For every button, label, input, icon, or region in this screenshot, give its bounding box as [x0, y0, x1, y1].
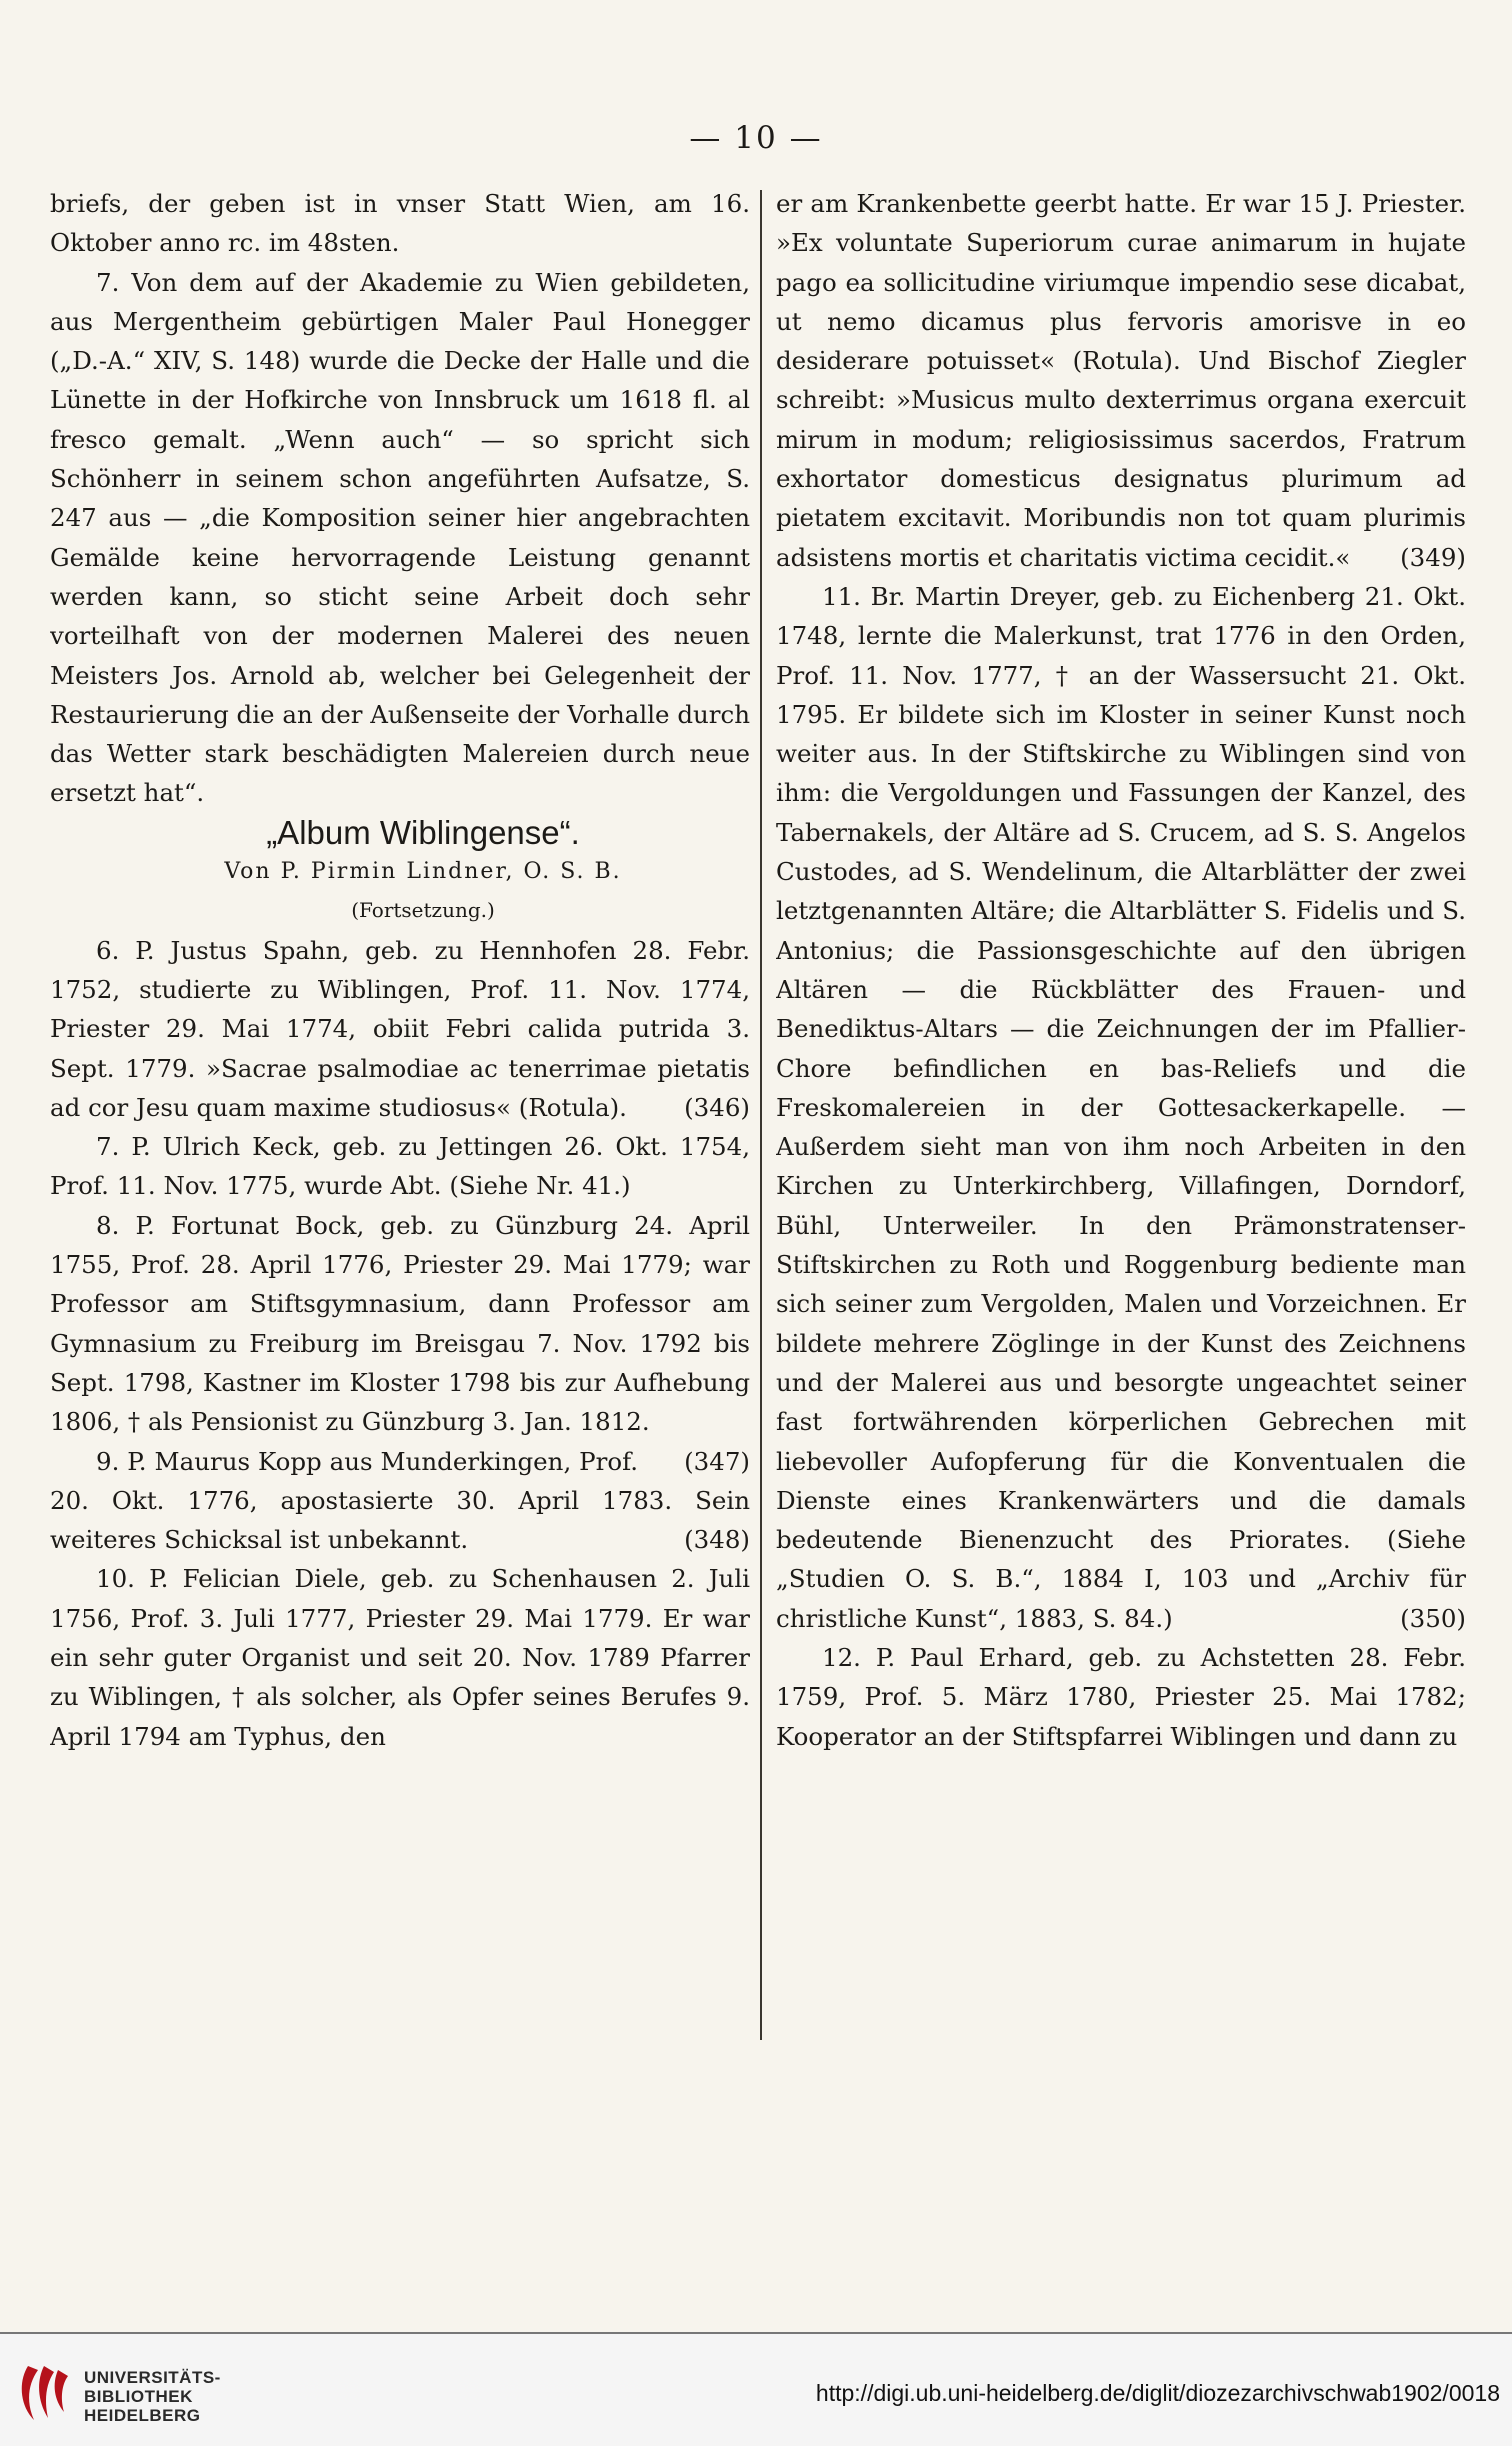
- entry-text: 7. P. Ulrich Keck, geb. zu Jettingen 26. Okt. 1754, Prof. 11. Nov. 1775, wurde Abt. (Siehe Nr. 41.): [50, 1132, 750, 1201]
- library-logo-text: [84, 2368, 221, 2425]
- entry-number: (346): [684, 1092, 750, 1122]
- entry: [50, 1206, 750, 1476]
- left-column: [50, 184, 750, 2064]
- entry: [50, 931, 750, 1127]
- entry-text: 6. P. Justus Spahn, geb. zu Hennhofen 28. Febr. 1752, studierte zu Wiblingen, Prof. 11. Nov. 1774, Priester 29. Mai 1774, obiit Febri calida putrida 3. Sept. 1779. »Sacrae psalmodiae ac tenerrimae pietatis ad cor Jesu quam maxime studiosus« (Rotula).: [50, 935, 750, 1122]
- entry-text: 10. P. Felician Diele, geb. zu Schenhausen 2. Juli 1756, Prof. 3. Juli 1777, Priester 29. Mai 1779. Er war ein sehr guter Organist und seit 20. Nov. 1789 Pfarrer zu Wiblingen, † als solcher, als Opfer seines Berufes 9. April 1794 am Typhus, den: [50, 1564, 750, 1751]
- library-logo-icon: [14, 2362, 70, 2424]
- paragraph-text: er am Krankenbette geerbt hatte. Er war 15 J. Priester. »Ex voluntate Superiorum curae animarum in hujate pago ea sollicitudine viriumque impendio sese dicabat, ut nemo dicamus plus fervoris amorisve in eo desiderare potuisset« (Rotula). Und Bischof Ziegler schreibt: »Musicus multo dexterrimus organa exercuit mirum in modum; religiosissimus sacerdos, Fratrum exhortator domesticus designatus plurimum ad pietatem excitavit. Moribundis non tot quam plurimis adsistens mortis et charitatis victima cecidit.«: [776, 189, 1466, 572]
- entry: [50, 1559, 750, 1755]
- entry: [776, 1638, 1466, 1756]
- source-url[interactable]: http://digi.ub.uni-heidelberg.de/diglit/diozezarchivschwab1902/0018: [815, 2380, 1500, 2406]
- entry-number: (348): [684, 1525, 750, 1555]
- entry-text: 11. Br. Martin Dreyer, geb. zu Eichenberg 21. Okt. 1748, lernte die Malerkunst, trat 1776 in den Orden, Prof. 11. Nov. 1777, † an der Wassersucht 21. Okt. 1795. Er bildete sich im Kloster in seiner Kunst noch weiter aus. In der Stiftskirche zu Wiblingen sind von ihm: die Vergoldungen und Fassungen der Kanzel, des Tabernakels, der Altäre ad S. Crucem, ad S. S. Angelos Custodes, ad S. Wendelinum, die Altarblätter der zwei letztgenannten Altäre; die Altarblätter S. Fidelis und S. Antonius; die Passionsgeschichte auf den übrigen Altären — die Rückblätter des Frauen- und Benediktus-Altars — die Zeichnungen der im Pfallier-Chore befindlichen en bas-Reliefs und die Freskomalereien in der Gottesackerkapelle. — Außerdem sieht man von ihm noch Arbeiten in den Kirchen zu Unterkirchberg, Villafingen, Dorndorf, Bühl, Unterweiler. In den Prämonstratenser-Stiftskirchen zu Roth und Roggenburg bediente man sich seiner zum Vergolden, Malen und Vorzeichnen. Er bildete mehrere Zöglinge in der Kunst des Zeichnens und der Malerei aus und besorgte ungeachtet seiner fast fortwährenden körperlichen Gebrechen mit liebevoller Aufopferung für die Konventualen die Dienste eines Krankenwärters und die damals bedeutende Bienenzucht des Priorates. (Siehe „Studien O. S. B.“, 1884 I, 103 und „Archiv für christliche Kunst“, 1883, S. 84.): [776, 581, 1466, 1633]
- entry: [776, 577, 1466, 1638]
- entry-text: 9. P. Maurus Kopp aus Munderkingen, Prof. 20. Okt. 1776, apostasierte 30. April 1783. Sein weiteres Schicksal ist unbekannt.: [50, 1446, 750, 1555]
- paragraph: briefs, der geben ist in vnser Statt Wien, am 16. Oktober anno rc. im 48sten.: [50, 189, 750, 258]
- entry: [50, 1127, 750, 1206]
- paragraph: [776, 184, 1466, 577]
- entry-text: 12. P. Paul Erhard, geb. zu Achstetten 28. Febr. 1759, Prof. 5. März 1780, Priester 25. Mai 1782; Kooperator an der Stiftspfarrei Wiblingen und dann zu: [776, 1642, 1466, 1751]
- logo-line: BIBLIOTHEK: [84, 2387, 193, 2406]
- continuation-note: (Fortsetzung.): [351, 898, 495, 923]
- footer: [0, 2334, 1512, 2446]
- page-number: — 10 —: [689, 120, 823, 156]
- entry-number: (349): [1400, 542, 1466, 572]
- logo-line: HEIDELBERG: [84, 2406, 201, 2425]
- entry-number: (347): [684, 1446, 750, 1476]
- author-line: Von P. Pirmin Lindner, O. S. B.: [224, 859, 622, 885]
- paragraph: 7. Von dem auf der Akademie zu Wien gebildeten, aus Mergentheim gebürtigen Maler Paul Honegger („D.-A.“ XIV, S. 148) wurde die Decke der Halle und die Lünette in der Hofkirche von Innsbruck um 1618 fl. al fresco gemalt. „Wenn auch“ — so spricht sich Schönherr in seinem schon angeführten Aufsatze, S. 247 aus — „die Komposition seiner hier angebrachten Gemälde keine hervorragende Leistung genannt werden kann, so sticht seine Arbeit doch sehr vorteilhaft von der modernen Malerei des neuen Meisters Jos. Arnold ab, welcher bei Gelegenheit der Restaurierung die an der Außenseite der Vorhalle durch das Wetter stark beschädigten Malereien durch neue ersetzt hat“.: [50, 267, 750, 808]
- column-divider: [760, 190, 762, 2040]
- right-column: [776, 184, 1466, 2064]
- article-title: „Album Wiblingense“.: [266, 813, 580, 851]
- entry-text: 8. P. Fortunat Bock, geb. zu Günzburg 24. April 1755, Prof. 28. April 1776, Priester 29. Mai 1779; war Professor am Stiftsgymnasium, dann Professor am Gymnasium zu Freiburg im Breisgau 7. Nov. 1792 bis Sept. 1798, Kastner im Kloster 1798 bis zur Aufhebung 1806, † als Pensionist zu Günzburg 3. Jan. 1812.: [50, 1210, 750, 1437]
- logo-line: UNIVERSITÄTS-: [84, 2368, 221, 2387]
- entry-number: (350): [1400, 1603, 1466, 1633]
